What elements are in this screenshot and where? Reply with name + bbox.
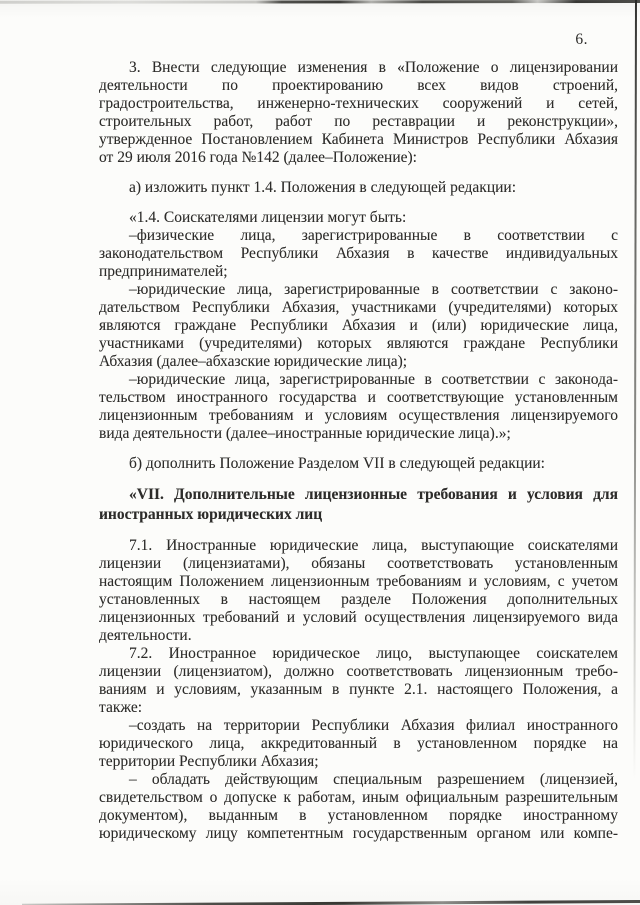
text-line: б) дополнить Положение Разделом VII в следующей редакции: xyxy=(129,455,545,472)
text-line: «VII. Дополнительные лицензионные требования и условия для xyxy=(129,486,618,503)
text-line: «1.4. Соискателями лицензии могут быть: xyxy=(129,209,407,226)
text-line: ваниям и условиям, указанным в пункте 2.1. настоящего Положения, а xyxy=(99,681,618,698)
text-line: от 29 июля 2016 года №142 (далее–Положение): xyxy=(99,149,417,166)
clause-1-4-foreign-entities xyxy=(99,371,618,443)
text-line: – обладать действующим специальным разрешением (лицензией, xyxy=(129,771,618,788)
text-line: тельством иностранного государства и соответствующие установленным xyxy=(99,389,618,406)
text-line: 7.1. Иностранные юридические лица, выступающие соискателями xyxy=(129,537,618,554)
text-line: Абхазия (далее–абхазские юридические лица); xyxy=(99,353,408,370)
text-line: –юридические лица, зарегистрированные в соответствии с законода- xyxy=(129,371,618,388)
text-line: документом), выданным в установленном порядке иностранному xyxy=(99,807,618,824)
document-body xyxy=(99,59,618,843)
section-vii-heading xyxy=(99,485,618,525)
text-line: строительных работ, работ по реставрации и реконструкции», xyxy=(99,113,618,130)
clause-7-2-permit xyxy=(99,771,618,843)
scan-artifact-right-edge xyxy=(633,0,637,780)
clause-1-4-individuals xyxy=(99,227,618,281)
text-line: юридическому лицу компетентным государственным органом или компе- xyxy=(99,825,618,842)
text-line: дательством Республики Абхазия, участниками (учредителями) которых xyxy=(99,299,618,316)
scan-artifact-top-edge xyxy=(0,0,640,4)
text-line: –физические лица, зарегистрированные в соответствии с xyxy=(129,227,618,244)
text-line: предпринимателей; xyxy=(99,263,228,280)
text-line: иностранных юридических лиц xyxy=(99,506,323,523)
text-line: градостроительства, инженерно-технических сооружений и сетей, xyxy=(99,95,618,112)
text-line: деятельности. xyxy=(99,627,192,644)
text-line: являются граждане Республики Абхазия и (или) юридические лица, xyxy=(99,317,618,334)
text-line: участниками (учредителями) которых являются граждане Республики xyxy=(99,335,618,352)
text-line: а) изложить пункт 1.4. Положения в следующей редакции: xyxy=(129,179,517,196)
subitem-a xyxy=(99,179,618,197)
text-line: –юридические лица, зарегистрированные в соответствии с законо- xyxy=(129,281,618,298)
text-line: 3. Внести следующие изменения в «Положение о лицензировании xyxy=(129,59,618,76)
text-line: деятельности по проектированию всех видов строений, xyxy=(99,77,618,94)
text-line: утвержденное Постановлением Кабинета Министров Республики Абхазия xyxy=(99,131,618,148)
text-line: лицензионных требований и условий осуществления лицензируемого вида xyxy=(99,609,618,626)
text-line: лицензионным требованиям и условиям осуществления лицензируемого xyxy=(99,407,618,424)
text-line: территории Республики Абхазия; xyxy=(99,753,319,770)
clause-7-2 xyxy=(99,645,618,717)
text-line: также: xyxy=(99,699,143,716)
text-line: вида деятельности (далее–иностранные юридические лица).»; xyxy=(99,425,511,442)
text-line: настоящим Положением лицензионным требованиям и условиям, с учетом xyxy=(99,573,618,590)
text-line: юридического лица, аккредитованный в установленном порядке на xyxy=(99,735,618,752)
page-number: 6. xyxy=(575,31,588,48)
paragraph-3 xyxy=(99,59,618,167)
clause-1-4-abkhaz-entities xyxy=(99,281,618,371)
text-line: свидетельством о допуске к работам, иным официальным разрешительным xyxy=(99,789,618,806)
clause-1-4-intro xyxy=(99,209,618,227)
scan-artifact-bottom-edge xyxy=(22,900,640,905)
clause-7-1 xyxy=(99,537,618,645)
subitem-b xyxy=(99,455,618,473)
text-line: 7.2. Иностранное юридическое лицо, выступающее соискателем xyxy=(129,645,618,662)
text-line: лицензии (лицензиатами), обязаны соответствовать установленным xyxy=(99,555,618,572)
clause-7-2-branch xyxy=(99,717,618,771)
text-line: лицензии (лицензиатом), должно соответствовать лицензионным требо- xyxy=(99,663,618,680)
text-line: законодательством Республики Абхазия в качестве индивидуальных xyxy=(99,245,618,262)
text-line: установленных в настоящем разделе Положения дополнительных xyxy=(99,591,618,608)
text-line: –создать на территории Республики Абхазия филиал иностранного xyxy=(129,717,618,734)
